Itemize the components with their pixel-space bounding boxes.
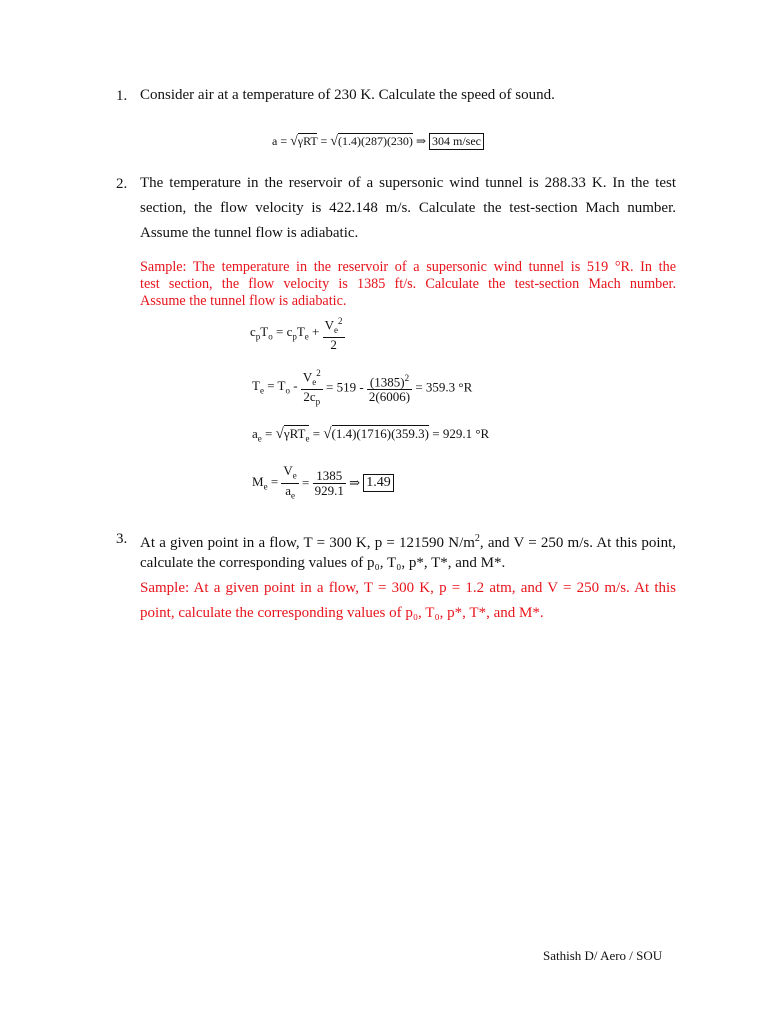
- q2-sample-line-2: test section, the flow velocity is 1385 ft/s. Calculate the test-section Mach number.: [140, 276, 676, 292]
- eq4-eq: =: [267, 474, 282, 490]
- eq1-num-sub: e: [334, 324, 339, 335]
- eq3-rad1: γRT: [283, 426, 306, 441]
- eq2-f1n-sub: e: [312, 376, 317, 387]
- eq3-result: = 929.1 °R: [429, 426, 490, 441]
- eq3-eq2: =: [309, 426, 324, 441]
- q1-number: 1.: [116, 88, 128, 104]
- q3-sample-line-1: Sample: At a given point in a flow, T = 300 K, p = 1.2 atm, and V = 250 m/s. At this: [140, 580, 676, 596]
- eq3-rad2: (1.4)(1716)(359.3): [331, 426, 429, 441]
- eq2-mid: = 519 -: [325, 379, 367, 395]
- eq2-f1d-sub: p: [315, 396, 321, 407]
- eq4-fraction-1: [281, 464, 298, 502]
- eq2-f2n-sup: 2: [404, 372, 410, 383]
- q1-eq-arrow: ⇒: [412, 134, 429, 148]
- eq2-minus: -: [290, 378, 301, 394]
- q2-sample-line-1: Sample: The temperature in the reservoir of a supersonic wind tunnel is 519 °R. In the: [140, 259, 676, 275]
- eq4-f1d: a: [285, 482, 291, 498]
- eq1-c: c: [250, 324, 256, 340]
- q3-number: 3.: [116, 531, 128, 547]
- q3-line-1-sup: 2: [474, 533, 480, 544]
- eq1-eq: = c: [272, 324, 293, 340]
- eq2-eq: = T: [263, 378, 286, 394]
- q2-number: 2.: [116, 176, 128, 192]
- q2-line-1: The temperature in the reservoir of a supersonic wind tunnel is 288.33 K. In the test: [140, 175, 676, 191]
- eq4-f2n: 1385: [313, 469, 346, 484]
- eq4-m-sub: e: [263, 481, 268, 492]
- eq1-fraction: [323, 314, 345, 352]
- eq3-eq: =: [261, 426, 276, 441]
- eq2-fraction-2: [367, 371, 412, 404]
- eq1-num-sup: 2: [338, 316, 343, 326]
- q1-eq-rad1: γRT: [297, 134, 318, 148]
- eq1-c-sub: p: [255, 331, 261, 342]
- q1-text: Consider air at a temperature of 230 K. Calculate the speed of sound.: [140, 87, 555, 103]
- eq4-f1n: V: [283, 463, 293, 478]
- eq2-t0-sub: o: [285, 386, 290, 397]
- q2-line-2: section, the flow velocity is 422.148 m/s. Calculate the test-section Mach number.: [140, 200, 676, 216]
- q3-sample-line-2: point, calculate the corresponding values of p₀, T₀, p*, T*, and M*.: [140, 605, 544, 621]
- q1-eq-result: 304 m/sec: [429, 133, 484, 150]
- eq1-t0: T: [260, 324, 269, 340]
- q2-equation-energy: [250, 314, 345, 352]
- eq3-a-sub: e: [257, 433, 262, 444]
- q2-line-3: Assume the tunnel flow is adiabatic.: [140, 225, 359, 241]
- q2-sample-line-3: Assume the tunnel flow is adiabatic.: [140, 293, 347, 309]
- eq1-te: T: [296, 324, 305, 340]
- eq1-te-sub: e: [304, 331, 309, 342]
- eq3-a: a: [252, 426, 258, 441]
- eq2-f2n: (1385): [369, 373, 405, 389]
- eq4-m: M: [252, 474, 264, 490]
- eq4-f1d-sub: e: [290, 490, 295, 501]
- eq2-te-sub: e: [259, 386, 264, 397]
- eq1-den: 2: [330, 336, 337, 352]
- q1-eq-eq2: =: [317, 134, 331, 148]
- eq4-mid: =: [302, 475, 313, 491]
- q2-equation-me: [252, 464, 394, 502]
- page-footer: Sathish D/ Aero / SOU: [543, 948, 663, 963]
- q2-equation-te: [252, 366, 472, 409]
- eq2-te: T: [252, 378, 260, 394]
- q2-equation-ae: $a_e = √\gamma RT_e = √(1.4)(1716)(359.3) = 929.1$ °R: [252, 426, 490, 444]
- eq1-num: V: [324, 317, 335, 333]
- q3-line-1a: At a given point in a flow, T = 300 K, p = 121590 N/m: [140, 535, 475, 551]
- eq2-f1d: 2c: [303, 388, 316, 404]
- eq2-f1n: V: [302, 369, 313, 385]
- eq4-arrow: ⇒: [349, 475, 364, 491]
- q1-eq-rad2: (1.4)(287)(230): [337, 134, 413, 148]
- eq4-fraction-2: [313, 469, 346, 498]
- eq2-f2d: 2(6006): [368, 388, 411, 404]
- eq1-plus: +: [308, 324, 323, 340]
- eq1-t0-sub: o: [268, 331, 273, 342]
- eq1-c2-sub: p: [292, 331, 297, 342]
- q3-line-2: calculate the corresponding values of p₀, T₀, p*, T*, and M*.: [140, 555, 506, 571]
- q1-eq-lhs: a =: [272, 134, 291, 148]
- eq4-f1n-sub: e: [292, 470, 297, 481]
- q1-equation: a = √γRT = √(1.4)(287)(230) ⇒ 304 m/sec: [272, 133, 484, 150]
- eq2-result: = 359.3 °R: [415, 379, 473, 395]
- eq2-fraction-1: [301, 366, 323, 409]
- eq2-f1n-sup: 2: [316, 368, 321, 378]
- eq4-f2d: 929.1: [314, 482, 344, 498]
- eq3-rad1-sub: e: [305, 433, 310, 444]
- eq4-result: 1.49: [363, 474, 394, 492]
- q3-line-1b: , and V = 250 m/s. At this point,: [479, 535, 676, 551]
